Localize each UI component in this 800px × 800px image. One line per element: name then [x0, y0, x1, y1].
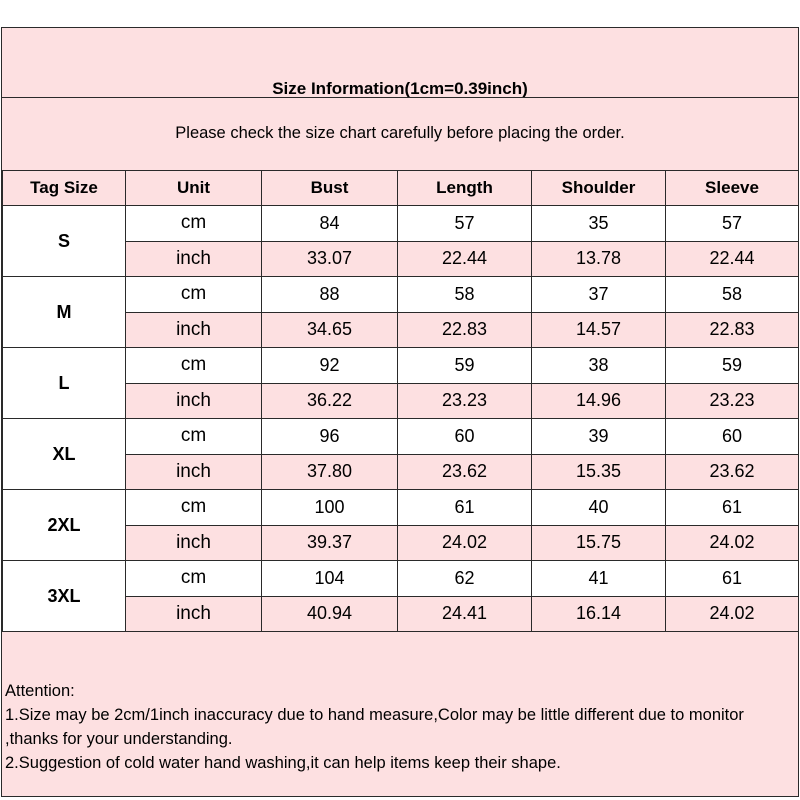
sleeve-cell: 24.02 [666, 596, 799, 632]
table-row [3, 277, 799, 313]
length-cell: 61 [398, 490, 532, 526]
length-cell: 62 [398, 561, 532, 597]
sleeve-cell: 22.83 [666, 312, 799, 348]
table-row [3, 206, 799, 242]
tag-size-cell: S [3, 206, 126, 277]
shoulder-cell: 37 [532, 277, 666, 313]
sleeve-cell: 60 [666, 419, 799, 455]
unit-cell: inch [126, 312, 262, 348]
size-table [2, 170, 799, 632]
unit-cell: cm [126, 490, 262, 526]
unit-cell: inch [126, 525, 262, 561]
shoulder-cell: 39 [532, 419, 666, 455]
header-length: Length [398, 171, 532, 206]
shoulder-cell: 38 [532, 348, 666, 384]
sleeve-cell: 24.02 [666, 525, 799, 561]
unit-cell: cm [126, 206, 262, 242]
bust-cell: 104 [262, 561, 398, 597]
bust-cell: 100 [262, 490, 398, 526]
shoulder-cell: 15.35 [532, 454, 666, 490]
tag-size-cell: 3XL [3, 561, 126, 632]
shoulder-cell: 40 [532, 490, 666, 526]
chart-subtitle: Please check the size chart carefully before placing the order. [175, 123, 625, 142]
attention-note-1: 1.Size may be 2cm/1inch inaccuracy due to hand measure,Color may be little different due to monitor ,thanks for your understanding. [5, 706, 744, 748]
shoulder-cell: 13.78 [532, 241, 666, 277]
table-row [3, 490, 799, 526]
sleeve-cell: 23.62 [666, 454, 799, 490]
shoulder-cell: 14.57 [532, 312, 666, 348]
unit-cell: cm [126, 419, 262, 455]
unit-cell: inch [126, 596, 262, 632]
length-cell: 24.41 [398, 596, 532, 632]
length-cell: 23.23 [398, 383, 532, 419]
unit-cell: inch [126, 383, 262, 419]
header-tag-size: Tag Size [3, 171, 126, 206]
length-cell: 60 [398, 419, 532, 455]
bust-cell: 39.37 [262, 525, 398, 561]
sleeve-cell: 22.44 [666, 241, 799, 277]
bust-cell: 34.65 [262, 312, 398, 348]
shoulder-cell: 14.96 [532, 383, 666, 419]
attention-heading: Attention: [5, 682, 75, 700]
header-shoulder: Shoulder [532, 171, 666, 206]
bust-cell: 33.07 [262, 241, 398, 277]
header-row [3, 171, 799, 206]
table-row [3, 348, 799, 384]
chart-title: Size Information(1cm=0.39inch) [272, 79, 528, 98]
unit-cell: cm [126, 348, 262, 384]
shoulder-cell: 15.75 [532, 525, 666, 561]
tag-size-cell: 2XL [3, 490, 126, 561]
unit-cell: cm [126, 277, 262, 313]
header-unit: Unit [126, 171, 262, 206]
attention-notes [5, 679, 795, 775]
table-row [3, 561, 799, 597]
unit-cell: cm [126, 561, 262, 597]
size-chart-sheet [1, 27, 799, 797]
header-sleeve: Sleeve [666, 171, 799, 206]
length-cell: 24.02 [398, 525, 532, 561]
length-cell: 22.44 [398, 241, 532, 277]
length-cell: 23.62 [398, 454, 532, 490]
sleeve-cell: 59 [666, 348, 799, 384]
bust-cell: 40.94 [262, 596, 398, 632]
bust-cell: 92 [262, 348, 398, 384]
attention-note-2: 2.Suggestion of cold water hand washing,it can help items keep their shape. [5, 754, 561, 772]
header-bust: Bust [262, 171, 398, 206]
table-row [3, 419, 799, 455]
shoulder-cell: 16.14 [532, 596, 666, 632]
length-cell: 59 [398, 348, 532, 384]
unit-cell: inch [126, 241, 262, 277]
sleeve-cell: 23.23 [666, 383, 799, 419]
length-cell: 58 [398, 277, 532, 313]
sleeve-cell: 61 [666, 490, 799, 526]
length-cell: 22.83 [398, 312, 532, 348]
sleeve-cell: 58 [666, 277, 799, 313]
tag-size-cell: L [3, 348, 126, 419]
bust-cell: 96 [262, 419, 398, 455]
bust-cell: 88 [262, 277, 398, 313]
tag-size-cell: M [3, 277, 126, 348]
bust-cell: 37.80 [262, 454, 398, 490]
shoulder-cell: 35 [532, 206, 666, 242]
sleeve-cell: 57 [666, 206, 799, 242]
length-cell: 57 [398, 206, 532, 242]
divider [2, 97, 798, 98]
bust-cell: 36.22 [262, 383, 398, 419]
tag-size-cell: XL [3, 419, 126, 490]
bust-cell: 84 [262, 206, 398, 242]
shoulder-cell: 41 [532, 561, 666, 597]
unit-cell: inch [126, 454, 262, 490]
sleeve-cell: 61 [666, 561, 799, 597]
